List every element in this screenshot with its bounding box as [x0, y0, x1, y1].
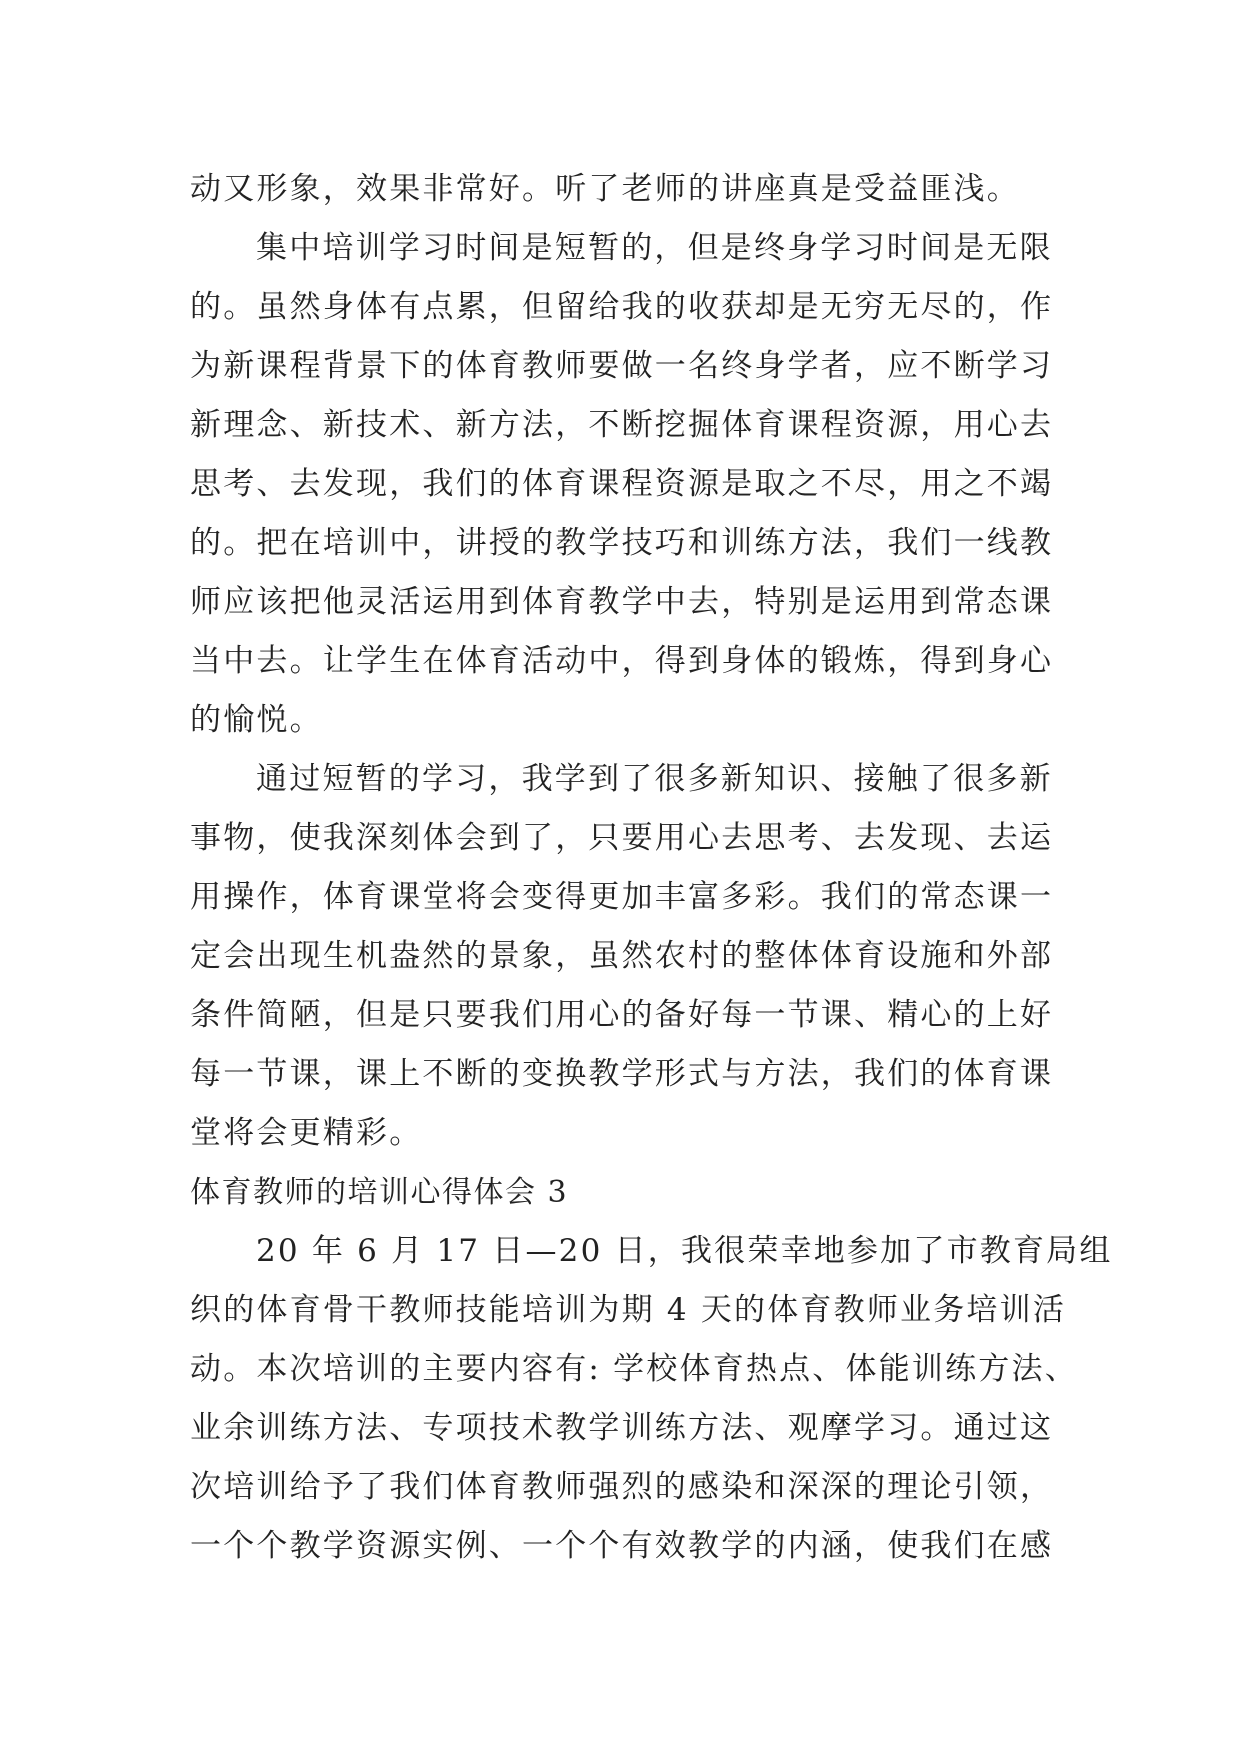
section-heading: 体育教师的培训心得体会 3: [190, 1175, 569, 1210]
text-line: 次培训给予了我们体育教师强烈的感染和深深的理论引领，: [190, 1469, 1054, 1505]
text-line: 集中培训学习时间是短暂的，但是终身学习时间是无限: [256, 230, 1053, 266]
text-line: 当中去。让学生在体育活动中，得到身体的锻炼，得到身心: [190, 643, 1054, 679]
text-line: 通过短暂的学习，我学到了很多新知识、接触了很多新: [256, 761, 1053, 797]
paragraph-continued: [190, 160, 1050, 219]
text-line: 事物，使我深刻体会到了，只要用心去思考、去发现、去运: [190, 820, 1054, 856]
text-line: 动又形象，效果非常好。听了老师的讲座真是受益匪浅。: [190, 171, 1020, 207]
text-line: 堂将会更精彩。: [190, 1115, 423, 1151]
text-line: 每一节课，课上不断的变换教学形式与方法，我们的体育课: [190, 1056, 1054, 1092]
text-line: 师应该把他灵活运用到体育教学中去，特别是运用到常态课: [190, 584, 1054, 620]
text-line: 织的体育骨干教师技能培训为期 4 天的体育教师业务培训活: [190, 1292, 1067, 1328]
document-body: [190, 160, 1113, 1576]
text-line: 为新课程背景下的体育教师要做一名终身学者，应不断学习: [190, 348, 1054, 384]
text-line: 的。把在培训中，讲授的教学技巧和训练方法，我们一线教: [190, 525, 1054, 561]
paragraph-training-overview: [190, 1222, 1113, 1576]
text-line: 条件简陋，但是只要我们用心的备好每一节课、精心的上好: [190, 997, 1054, 1033]
text-line: 的。虽然身体有点累，但留给我的收获却是无穷无尽的，作: [190, 289, 1054, 325]
text-line: 新理念、新技术、新方法，不断挖掘体育课程资源，用心去: [190, 407, 1054, 443]
paragraph-training-reflection: [190, 219, 1054, 750]
text-line: 20 年 6 月 17 日—20 日，我很荣幸地参加了市教育局组: [256, 1233, 1113, 1269]
text-line: 的愉悦。: [190, 702, 323, 738]
text-line: 一个个教学资源实例、一个个有效教学的内涵，使我们在感: [190, 1528, 1054, 1564]
text-line: 思考、去发现，我们的体育课程资源是取之不尽，用之不竭: [190, 466, 1054, 502]
text-line: 定会出现生机盎然的景象，虽然农村的整体体育设施和外部: [190, 938, 1054, 974]
text-line: 动。本次培训的主要内容有: 学校体育热点、体能训练方法、: [190, 1351, 1078, 1387]
text-line: 业余训练方法、专项技术教学训练方法、观摩学习。通过这: [190, 1410, 1054, 1446]
text-line: 用操作，体育课堂将会变得更加丰富多彩。我们的常态课一: [190, 879, 1054, 915]
paragraph-learning-gains: [190, 750, 1054, 1163]
